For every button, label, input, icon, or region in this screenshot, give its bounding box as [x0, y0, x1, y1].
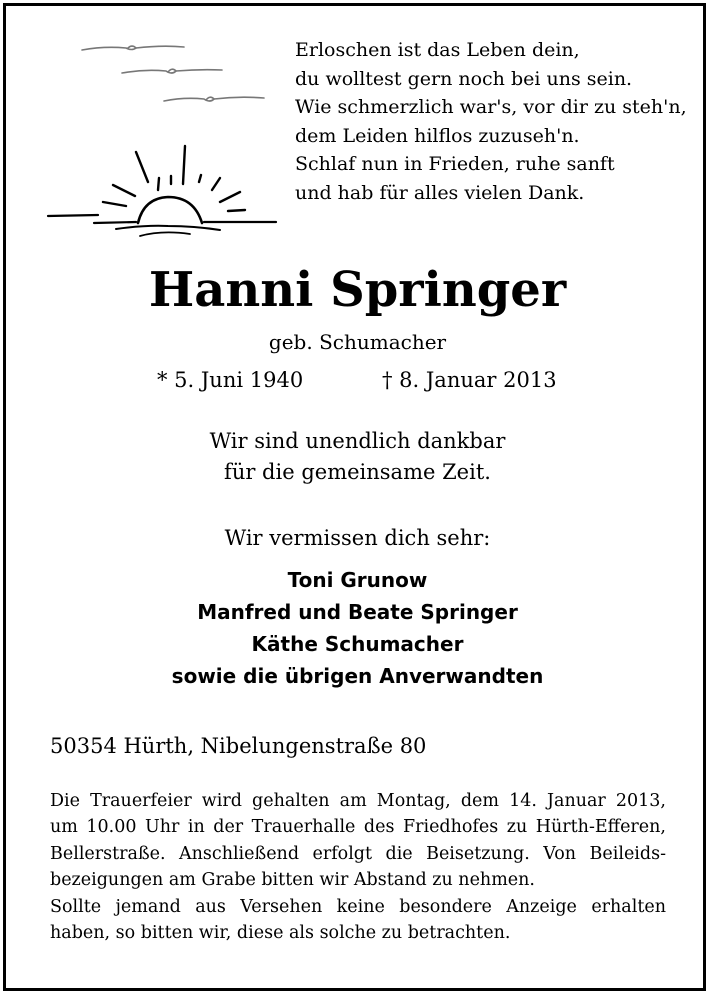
poem-line: und hab für alles vielen Dank.: [295, 181, 585, 204]
funeral-info: [50, 788, 666, 946]
deceased-name: Hanni Springer: [148, 262, 567, 318]
thanks-text: [0, 426, 715, 488]
thanks-line: für die gemeinsame Zeit.: [224, 460, 491, 484]
info-line: bezeigungen am Grabe bitten wir Abstand zu nehmen.: [50, 870, 535, 891]
info-line: Die Trauerfeier wird gehalten am Montag, dem 14. Januar 2013,: [50, 791, 666, 811]
info-line: Sollte jemand aus Versehen keine besondere Anzeige erhalten: [50, 896, 666, 917]
poem-line: dem Leiden hilflos zuzuseh'n.: [295, 124, 580, 147]
info-line: um 10.00 Uhr in der Trauerhalle des Friedhofes zu Hürth-Efferen,: [50, 817, 666, 838]
family-member: Toni Grunow: [287, 568, 428, 592]
address: 50354 Hürth, Nibelungenstraße 80: [50, 734, 427, 758]
sunset-birds-icon: [44, 40, 284, 250]
thanks-line: Wir sind unendlich dankbar: [209, 429, 506, 453]
death-date: † 8. Januar 2013: [382, 368, 557, 392]
family-list: [0, 564, 715, 692]
poem-line: Wie schmerzlich war's, vor dir zu steh'n,: [295, 96, 687, 118]
family-member: Manfred und Beate Springer: [197, 600, 518, 624]
poem: [295, 36, 687, 207]
family-member: sowie die übrigen Anverwandten: [171, 664, 544, 688]
miss-line: Wir vermissen dich sehr:: [224, 526, 491, 550]
birth-date: * 5. Juni 1940: [157, 368, 304, 392]
poem-line: Schlaf nun in Frieden, ruhe sanft: [295, 153, 615, 175]
poem-line: du wolltest gern noch bei uns sein.: [295, 67, 633, 90]
info-line: haben, so bitten wir, diese als solche zu betrachten.: [50, 923, 511, 944]
maiden-name: geb. Schumacher: [268, 330, 447, 354]
poem-line: Erloschen ist das Leben dein,: [295, 39, 580, 61]
family-member: Käthe Schumacher: [251, 632, 464, 656]
info-line: Bellerstraße. Anschließend erfolgt die Beisetzung. Von Beileids-: [50, 843, 666, 864]
